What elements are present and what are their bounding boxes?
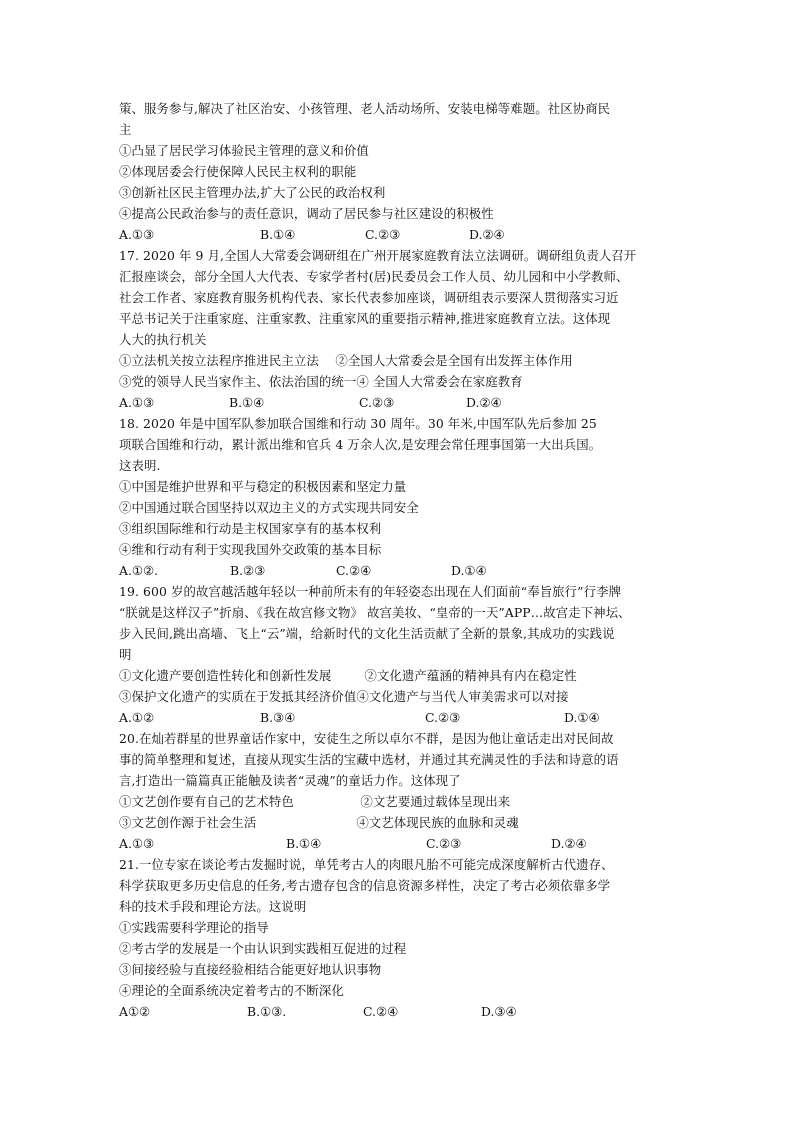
option-a: A.①③ [119,227,155,242]
question-16-statement: ③创新社区民主管理办法,扩大了公民的政治权利 [119,185,386,200]
question-16 [119,98,689,245]
option-c: C.②③ [359,395,395,410]
question-20-stem-line: 事的简单整理和复述，直接从现实生活的宝藏中选材，并通过其充满灵性的手法和诗意的语 [119,752,619,767]
question-19-stem-line: 步入民间,跳出高墙、飞上“云”端，给新时代的文化生活贡献了全新的景象,其成功的实践说 [119,626,615,641]
question-17-options [119,392,689,413]
option-a: A.①③ [119,836,155,851]
option-b: B.①④ [260,227,296,242]
question-16-stem-line: 策、服务参与,解决了社区治安、小孩管理、老人活动场所、安装电梯等难题。社区协商民 [119,101,611,116]
question-18-statement: ④维和行动有利于实现我国外交政策的基本目标 [119,542,382,557]
question-21 [119,854,689,1022]
option-a: A①② [119,1004,151,1019]
question-16-statement: ②体现居委会行使保障人民民主权利的职能 [119,164,357,179]
option-a: A.①② [119,710,155,725]
question-18-options [119,560,689,581]
question-19-stem-line: 明 [119,647,132,662]
question-19-options [119,707,689,728]
option-d: D.②④ [469,227,505,242]
question-18-statement: ②中国通过联合国坚持以双边主义的方式实现共同安全 [119,500,419,515]
option-d: D.①④ [451,563,487,578]
question-17-stem-line: 平总书记关于注重家庭、注重家教、注重家风的重要指示精神,推进家庭教育立法。这体现 [119,311,611,326]
question-16-stem-line: 主 [119,122,132,137]
question-16-statement: ④提高公民政治参与的责任意识，调动了居民参与社区建设的积极性 [119,206,494,221]
question-19-stem-line: 19. 600 岁的故宫越活越年轻以一种前所未有的年轻姿态出现在人们面前“奉旨旅行”行李牌 [119,584,622,599]
question-20-options [119,833,689,854]
question-21-stem-line: 科学获取更多历史信息的任务,考古遗存包含的信息资源多样性，决定了考古必须依靠多学 [119,878,611,893]
question-17-statement: ①立法机关按立法程序推进民主立法 ②全国人大常委会是全国有出发挥主体作用 [119,353,573,368]
option-c: C.②③ [365,227,401,242]
option-c: C.②③ [425,710,461,725]
question-21-stem-line: 科的技术手段和理论方法。这说明 [119,899,307,914]
question-21-statement: ②考古学的发展是一个由认识到实践相互促进的过程 [119,941,407,956]
question-17-stem-line: 17. 2020 年 9 月,全国人大常委会调研组在广州开展家庭教育法立法调研。调研组负责人召开 [119,248,637,263]
question-16-statement: ①凸显了居民学习体验民主管理的意义和价值 [119,143,369,158]
question-21-stem-line: 21.一位专家在谈论考古发掘时说，单凭考古人的肉眼凡胎不可能完成深度解析古代遗存、 [119,857,614,872]
question-21-statement: ①实践需要科学理论的指导 [119,920,269,935]
question-18-stem-line: 18. 2020 年是中国军队参加联合国维和行动 30 周年。30 年米,中国军队先后参加 25 [119,416,597,431]
option-a: A.①③ [119,395,155,410]
option-d: D.①④ [564,710,600,725]
question-20-statement: ③文艺创作源于社会生活 ④文艺体现民族的血脉和灵魂 [119,815,519,830]
question-19-stem-line: “朕就是这样汉子”折扇、《我在故宫修文物》 故宫美妆、“皇帝的一天”APP…故宫走下神坛、 [119,605,631,620]
question-16-options [119,224,689,245]
option-c: C.②③ [426,836,462,851]
question-19-statement: ①文化遗产要创造性转化和创新性发展 ②文化遗产蕴涵的精神具有内在稳定性 [119,668,577,683]
question-18-statement: ①中国是维护世界和平与稳定的积极因素和坚定力量 [119,479,407,494]
question-20-stem-line: 20.在灿若群星的世界童话作家中，安徒生之所以卓尔不群，是因为他让童话走出对民间故 [119,731,614,746]
question-17-stem-line: 汇报座谈会，部分全国人大代表、专家学者村(居)民委员会工作人员、幼儿园和中小学教师、 [119,269,629,284]
option-c: C.②④ [363,1004,399,1019]
question-17-stem-line: 社会工作者、家庭教育服务机构代表、家长代表参加座谈，调研组表示要深人贯彻落实习近 [119,290,619,305]
option-b: B.①③. [247,1004,287,1019]
question-18-stem-line: 项联合国维和行动，累计派出维和官兵 4 万余人次,是安理会常任理事国第一大出兵国。 [119,437,602,452]
question-19 [119,581,689,728]
question-20 [119,728,689,854]
option-b: B.②③ [230,563,266,578]
question-18-stem-line: 这表明. [119,458,161,473]
question-17-stem-line: 人大的执行机关 [119,332,207,347]
question-17-statement: ③党的领导人民当家作主、依法治国的统一④ 全国人大常委会在家庭教育 [119,374,523,389]
option-a: A.①②. [119,563,159,578]
exam-page [119,98,689,1022]
option-d: D.②④ [466,395,502,410]
question-19-statement: ③保护文化遗产的实质在于发抵其经济价值④文化遗产与当代人审美需求可以对接 [119,689,569,704]
question-21-options [119,1001,689,1022]
option-c: C.②④ [336,563,372,578]
question-21-statement: ④理论的全面系统决定着考古的不断深化 [119,983,344,998]
question-20-statement: ①文艺创作要有自己的艺术特色 ②文艺要通过载体呈现出来 [119,794,511,809]
question-17 [119,245,689,413]
question-18 [119,413,689,581]
option-d: D.②④ [551,836,587,851]
question-20-stem-line: 言,打造出一篇篇真正能触及读者“灵魂”的童话力作。这体现了 [119,773,461,788]
question-21-statement: ③间接经验与直接经验相结合能更好地认识事物 [119,962,382,977]
option-d: D.③④ [481,1004,517,1019]
option-b: B.①④ [229,395,265,410]
option-b: B.③④ [260,710,296,725]
question-18-statement: ③组织国际维和行动是主权国家享有的基本权利 [119,521,382,536]
option-b: B.①④ [286,836,322,851]
